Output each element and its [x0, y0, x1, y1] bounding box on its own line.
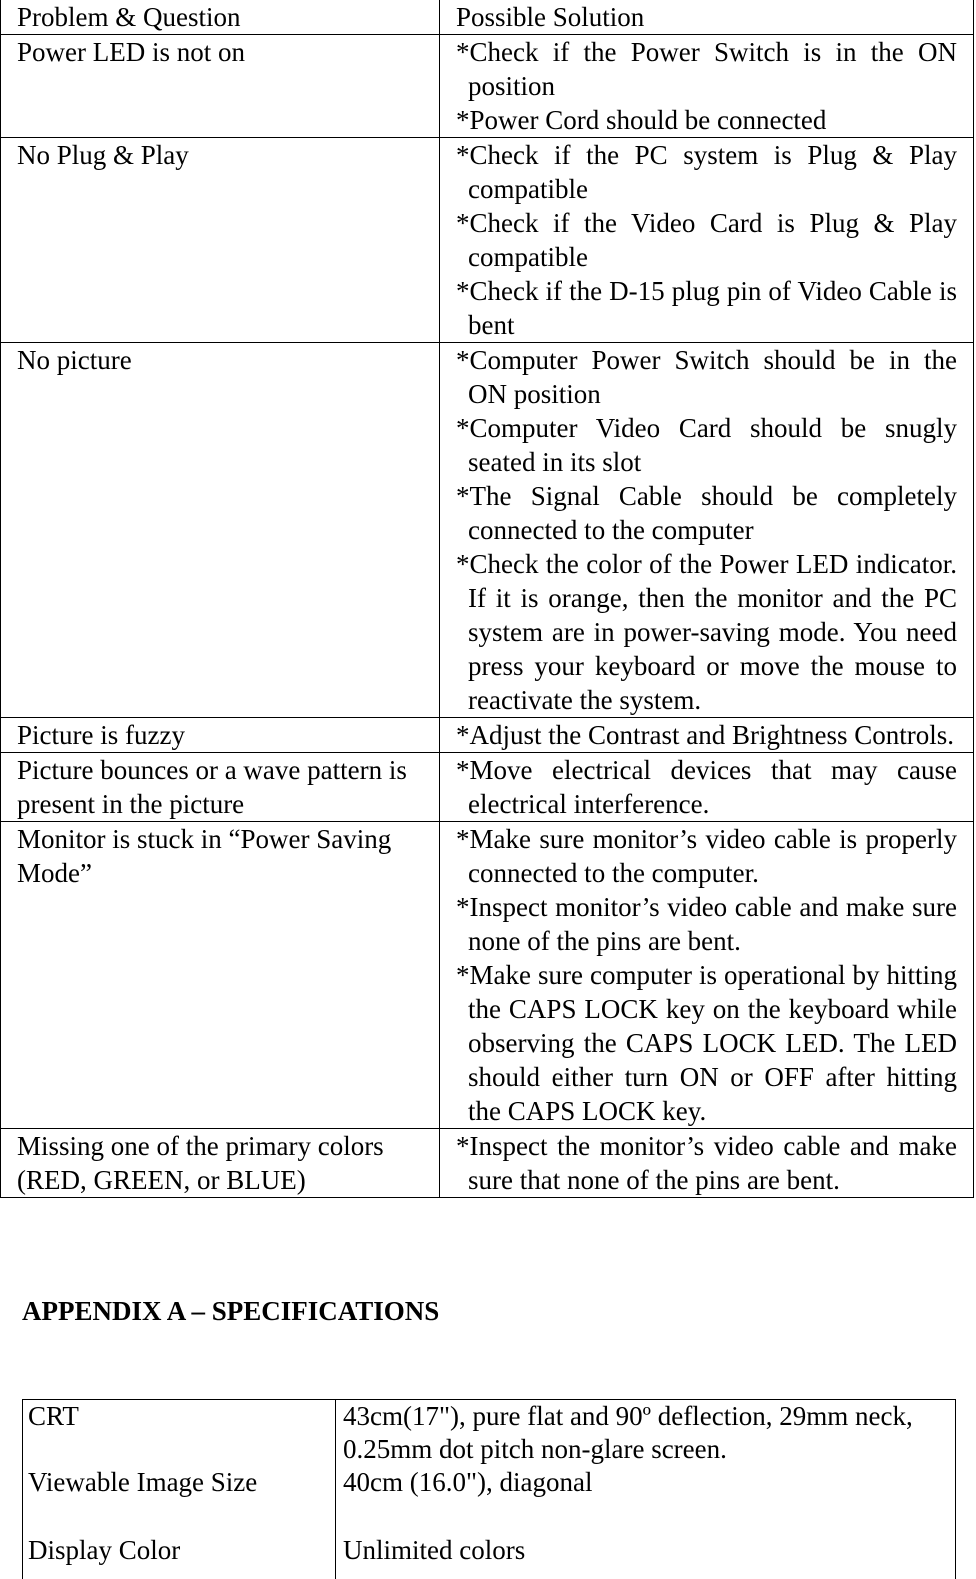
solution-item: *Adjust the Contrast and Brightness Controls. [456, 720, 954, 750]
solution-item: *Inspect the monitor’s video cable and make sure that none of the pins are bent. [456, 1131, 957, 1195]
solution-item: *Move electrical devices that may cause electrical interference. [456, 755, 957, 819]
solution-item: *Make sure computer is operational by hitting the CAPS LOCK key on the keyboard while observing the CAPS LOCK LED. The LED should either turn ON or OFF after hitting the CAPS LOCK key. [456, 960, 957, 1126]
solution-cell [440, 1129, 974, 1198]
table-row [1, 718, 974, 753]
table-header-row [1, 0, 974, 35]
table-row [1, 753, 974, 822]
spec-label: CRT [28, 1401, 79, 1431]
table-row [1, 1129, 974, 1198]
solution-item: *Inspect monitor’s video cable and make sure none of the pins are bent. [456, 892, 957, 956]
solution-cell [440, 822, 974, 1129]
solution-cell [440, 753, 974, 822]
header-solution: Possible Solution [440, 0, 974, 35]
problem-cell: Missing one of the primary colors (RED, GREEN, or BLUE) [1, 1129, 440, 1198]
solution-item: *Power Cord should be connected [456, 105, 827, 135]
solution-cell [440, 35, 974, 138]
specifications-table [22, 1399, 956, 1579]
solution-item: *Check if the PC system is Plug & Play compatible [456, 140, 957, 204]
solution-cell [440, 718, 974, 753]
column-divider [335, 1400, 336, 1579]
spec-value: 40cm (16.0"), diagonal [343, 1467, 593, 1497]
table-row [1, 35, 974, 138]
spec-value: Unlimited colors [343, 1535, 526, 1565]
header-problem: Problem & Question [1, 0, 440, 35]
solution-item: *Check the color of the Power LED indicator. If it is orange, then the monitor and the PC system are in power-saving mode. You need press your keyboard or move the mouse to reactivate the system. [456, 549, 957, 715]
solution-item: *Check if the D-15 plug pin of Video Cable is bent [456, 276, 957, 340]
table-row [1, 138, 974, 343]
problem-cell: No picture [1, 343, 440, 718]
spec-label: Viewable Image Size [28, 1467, 258, 1497]
problem-cell: Monitor is stuck in “Power Saving Mode” [1, 822, 440, 1129]
spec-value: 43cm(17"), pure flat and 90º deflection, 29mm neck, 0.25mm dot pitch non-glare screen. [343, 1401, 913, 1464]
problem-cell: Power LED is not on [1, 35, 440, 138]
solution-item: *Make sure monitor’s video cable is properly connected to the computer. [456, 824, 957, 888]
problem-cell: Picture bounces or a wave pattern is present in the picture [1, 753, 440, 822]
solution-cell [440, 343, 974, 718]
solution-item: *Computer Video Card should be snugly seated in its slot [456, 413, 957, 477]
appendix-heading: APPENDIX A – SPECIFICATIONS [22, 1296, 440, 1326]
table-row [1, 343, 974, 718]
solution-cell [440, 138, 974, 343]
problem-cell: No Plug & Play [1, 138, 440, 343]
spec-label: Display Color [28, 1535, 181, 1565]
solution-item: *The Signal Cable should be completely connected to the computer [456, 481, 957, 545]
solution-item: *Check if the Power Switch is in the ON position [456, 37, 957, 101]
solution-item: *Computer Power Switch should be in the ON position [456, 345, 957, 409]
solution-item: *Check if the Video Card is Plug & Play compatible [456, 208, 957, 272]
table-row [1, 822, 974, 1129]
problem-cell: Picture is fuzzy [1, 718, 440, 753]
